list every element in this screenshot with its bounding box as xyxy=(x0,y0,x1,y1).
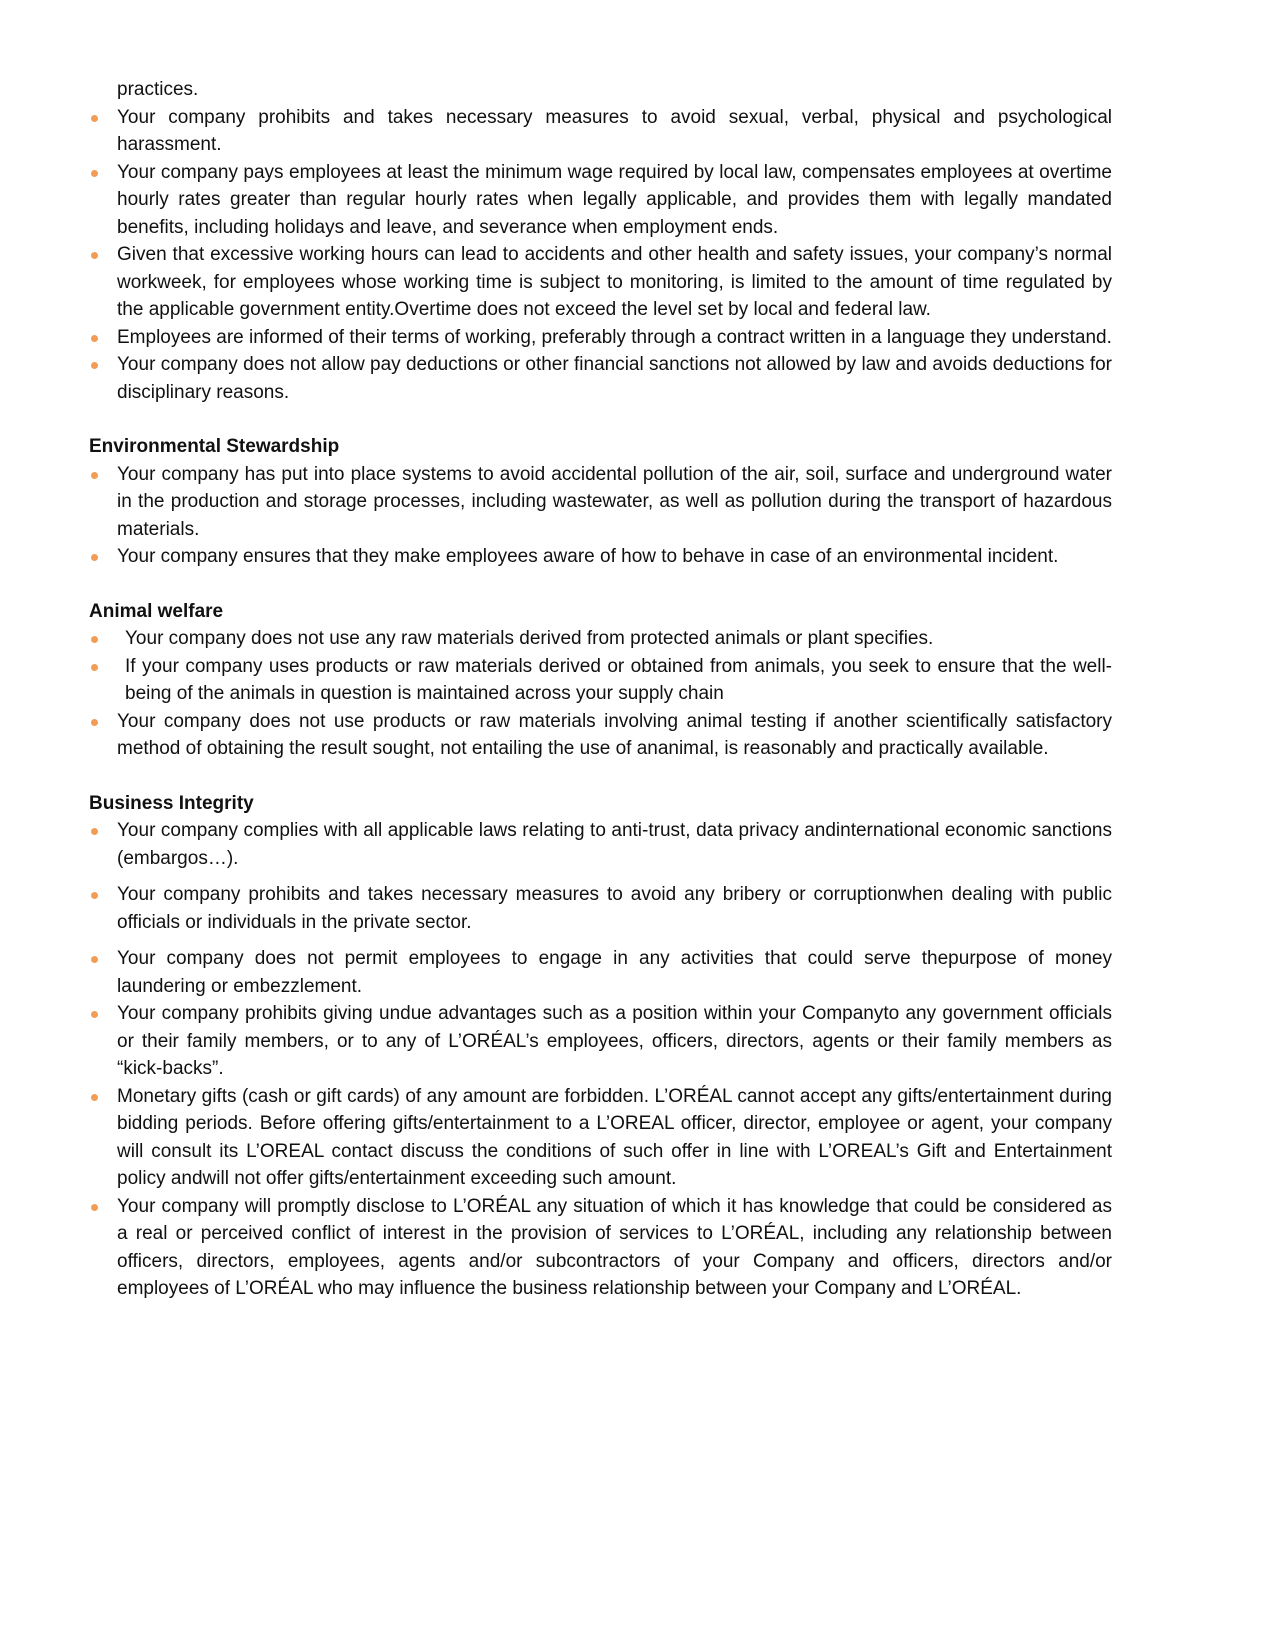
list-item: Your company pays employees at least the minimum wage required by local law, compensates employees at overtime hourly rates greater than regular hourly rates when legally applicable, and provides them with legally mandated benefits, including holidays and leave, and severance when employment ends. xyxy=(89,159,1112,242)
list-item: Your company prohibits and takes necessary measures to avoid sexual, verbal, physical and psychological harassment. xyxy=(89,104,1112,159)
document-body xyxy=(89,76,1112,1303)
continued-text: practices. xyxy=(117,79,199,100)
animal-welfare-list xyxy=(89,625,1112,763)
labor-practices-list xyxy=(89,104,1112,407)
list-item: Your company will promptly disclose to L’ORÉAL any situation of which it has knowledge that could be considered as a real or perceived conflict of interest in the provision of services to L’ORÉAL, including any relationship between officers, directors, employees, agents and/or subcontractors of your Company and officers, directors and/or employees of L’ORÉAL who may influence the business relationship between your Company and L’ORÉAL. xyxy=(89,1193,1112,1303)
list-item: Given that excessive working hours can lead to accidents and other health and safety issues, your company’s normal workweek, for employees whose working time is subject to monitoring, is limited to the amount of time regulated by the applicable government entity.Overtime does not exceed the level set by local and federal law. xyxy=(89,241,1112,324)
list-item: Your company does not use products or raw materials involving animal testing if another scientifically satisfactory method of obtaining the result sought, not entailing the use of ananimal, is reasonably and practically available. xyxy=(89,708,1112,763)
section-title-business-integrity: Business Integrity xyxy=(89,792,254,814)
list-item: Monetary gifts (cash or gift cards) of any amount are forbidden. L’ORÉAL cannot accept any gifts/entertainment during bidding periods. Before offering gifts/entertainment to a L’OREAL officer, director, employee or agent, your company will consult its L’OREAL contact discuss the conditions of such offer in line with L’OREAL’s Gift and Entertainment policy andwill not offer gifts/entertainment exceeding such amount. xyxy=(89,1083,1112,1193)
list-item: Your company has put into place systems to avoid accidental pollution of the air, soil, surface and underground water in the production and storage processes, including wastewater, as well as pollution during the transport of hazardous materials. xyxy=(89,461,1112,544)
list-item: Your company complies with all applicable laws relating to anti-trust, data privacy andinternational economic sanctions (embargos…). xyxy=(89,817,1112,872)
list-item: Your company prohibits and takes necessary measures to avoid any bribery or corruptionwhen dealing with public officials or individuals in the private sector. xyxy=(89,881,1112,936)
business-integrity-list xyxy=(89,817,1112,1303)
list-item: Employees are informed of their terms of working, preferably through a contract written in a language they understand. xyxy=(89,324,1112,352)
section-title-animal-welfare: Animal welfare xyxy=(89,600,224,622)
list-item: Your company prohibits giving undue advantages such as a position within your Companyto any government officials or their family members, or to any of L’ORÉAL’s employees, officers, directors, agents or their family members as “kick-backs”. xyxy=(89,1000,1112,1083)
list-item: If your company uses products or raw materials derived or obtained from animals, you seek to ensure that the well-being of the animals in question is maintained across your supply chain xyxy=(89,653,1112,708)
environmental-list xyxy=(89,461,1112,571)
list-item: Your company ensures that they make employees aware of how to behave in case of an environmental incident. xyxy=(89,543,1112,571)
list-item: Your company does not allow pay deductions or other financial sanctions not allowed by law and avoids deductions for disciplinary reasons. xyxy=(89,351,1112,406)
list-item: Your company does not permit employees to engage in any activities that could serve thepurpose of money laundering or embezzlement. xyxy=(89,945,1112,1000)
list-item: Your company does not use any raw materials derived from protected animals or plant specifies. xyxy=(89,625,1112,653)
section-title-environmental: Environmental Stewardship xyxy=(89,436,340,457)
